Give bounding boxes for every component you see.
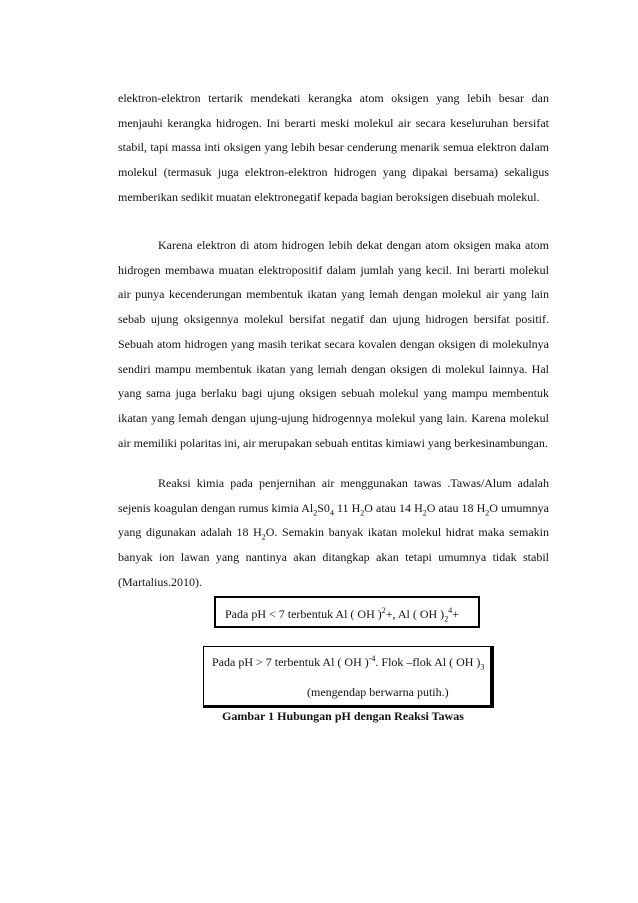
box1-text-2: +, Al ( OH ) <box>385 607 445 621</box>
figure-caption: Gambar 1 Hubungan pH dengan Reaksi Tawas <box>222 709 464 723</box>
p3-text-3: 11 H <box>333 500 361 515</box>
box1-text-3: + <box>452 607 459 621</box>
ph-acid-box <box>214 596 480 628</box>
p3-text-2: S0 <box>317 500 330 515</box>
paragraph-1: elektron-elektron tertarik mendekati kerangka atom oksigen yang lebih besar dan menjauhi kerangka hidrogen. Ini berarti meski molekul air secara keseluruhan bersifat stabil, tapi massa inti oksigen yang lebih besar cenderung menarik semua elektron dalam molekul (termasuk juga elektron-elektron hidrogen yang dipakai bersama) sekaligus memberikan sedikit muatan elektronegatif kepada bagian beroksigen disebuah molekul. <box>118 91 549 204</box>
box1-sup-2: 4 <box>448 606 453 615</box>
p3-sub-5: 2 <box>485 508 490 518</box>
p3-sub-1: 2 <box>313 508 318 518</box>
p3-sub-4: 2 <box>422 508 427 518</box>
p3-sub-3: 2 <box>360 508 365 518</box>
p3-sub-2: 4 <box>329 508 334 518</box>
p3-text-6: O umumnya yang digunakan adalah 18 H <box>118 500 549 540</box>
paragraph-2: Karena elektron di atom hidrogen lebih dekat dengan atom oksigen maka atom hidrogen membawa muatan elektropositif dalam jumlah yang kecil. Ini berarti molekul air punya kecenderungan membentuk ikatan yang lemah dengan molekul air yang lain sebab ujung oksigennya molekul bersifat negatif dan ujung hidrogen bersifat positif. Sebuah atom hidrogen yang masih terikat secara kovalen dengan oksigen di molekulnya sendiri mampu membentuk ikatan yang lemah dengan oksigen di molekul lainnya. Hal yang sama juga berlaku bagi ujung oksigen sebuah molekul yang mampu membentuk ikatan yang lemah dengan ujung-ujung hidrogennya molekul yang lain. Karena molekul air memiliki polaritas ini, air merupakan sebuah entitas kimiawi yang berkesinambungan. <box>118 238 549 450</box>
box1-sub-1: 2 <box>444 614 449 624</box>
box1-sup-1: 2 <box>381 606 386 615</box>
p3-sub-6: 2 <box>261 532 266 542</box>
p3-text-5: O atau 18 H <box>426 500 486 515</box>
p3-text-7: O. Semakin banyak ikatan molekul hidrat maka semakin banyak ion lawan yang nantinya akan ditangkap akan tetapi umumnya tidak stabil (Martalius.2010). <box>118 525 549 589</box>
box2-sub-1: 3 <box>480 662 485 672</box>
p3-text-1: Reaksi kimia pada penjernihan air menggunakan tawas .Tawas/Alum adalah sejenis koagulan dengan rumus kimia Al <box>118 476 549 515</box>
box2-text-1: Pada pH > 7 terbentuk Al ( OH ) <box>212 655 369 669</box>
ph-base-box <box>203 646 494 708</box>
p3-text-4: O atau 14 H <box>364 500 423 515</box>
box1-text-1: Pada pH < 7 terbentuk Al ( OH ) <box>225 607 382 621</box>
box2-sup-1: -4 <box>368 654 376 663</box>
box2-line-1 <box>212 655 484 670</box>
paragraph-3 <box>118 471 549 595</box>
box2-text-2: . Flok –flok Al ( OH ) <box>375 655 481 669</box>
box2-line-2: (mengendap berwarna putih.) <box>307 685 449 699</box>
